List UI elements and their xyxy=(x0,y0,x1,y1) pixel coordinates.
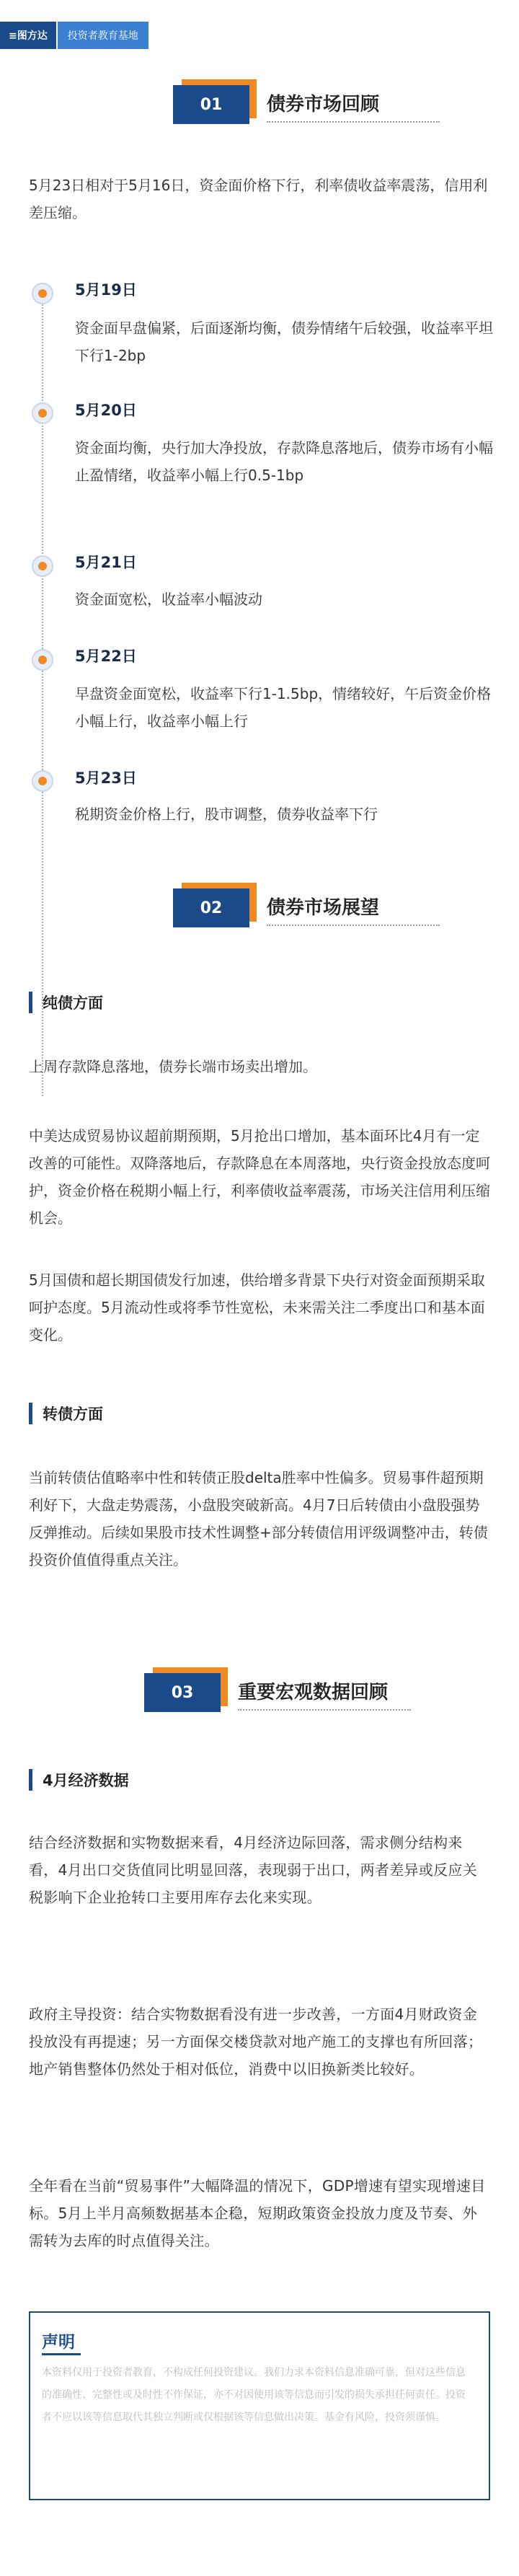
section-title: 债券市场展望 xyxy=(267,897,380,919)
timeline-dot xyxy=(32,402,53,424)
timeline-date: 5月20日 xyxy=(75,402,137,419)
timeline-date: 5月22日 xyxy=(75,648,137,665)
top-banner xyxy=(0,22,148,49)
timeline-text: 资金面早盘偏紧，后面逐渐均衡，债券情绪午后较强，收益率平坦下行1-2bp xyxy=(75,319,493,364)
brand-logo: ≡图方达 xyxy=(0,22,56,49)
section-number: 03 xyxy=(144,1673,221,1712)
section-header-02 xyxy=(173,888,490,939)
timeline-date: 5月21日 xyxy=(75,554,137,571)
timeline-date: 5月23日 xyxy=(75,769,137,787)
macro-paragraph: 结合经济数据和实物数据来看，4月经济边际回落，需求侧分结构来看，4月出口交货值同比明显回落，表现弱于出口，两者差异或反应关税影响下企业抢转口主要用库存去化来实现。 xyxy=(29,1834,478,1906)
timeline-text: 早盘资金面宽松，收益率下行1-1.5bp，情绪较好，午后资金价格小幅上行，收益率小幅上行 xyxy=(75,685,492,730)
disclaimer-text: 本资料仅用于投资者教育，不构成任何投资建议。我们力求本资料信息准确可靠，但对这些信息的准确性、完整性或及时性不作保证，亦不对因使用该等信息而引发的损失承担任何责任。投资者不应以该等信息取代其独立判断或仅根据该等信息做出决策。基金有风险，投资须谨慎。 xyxy=(42,2367,466,2423)
section-title: 重要宏观数据回顾 xyxy=(238,1682,389,1703)
review-intro: 5月23日相对于5月16日，资金面价格下行，利率债收益率震荡，信用利差压缩。 xyxy=(29,177,488,221)
brand-subtitle: 投资者教育基地 xyxy=(56,22,148,49)
section-header-03 xyxy=(144,1673,490,1724)
outlook-paragraph: 中美达成贸易协议超前期预期，5月抢出口增加，基本面环比4月有一定改善的可能性。双降落地后，存款降息在本周落地，央行资金投放态度呵护，资金价格在税期小幅上行，利率债收益率震荡，市场关注信用利压缩机会。 xyxy=(29,1127,490,1227)
section-number: 01 xyxy=(173,85,249,124)
section-number: 02 xyxy=(173,888,249,927)
section-title: 债券市场回顾 xyxy=(267,94,380,115)
timeline-dot xyxy=(32,283,53,304)
subhead-pure-bond: 纯债方面 xyxy=(29,991,103,1014)
outlook-paragraph: 当前转债估值略率中性和转债正股delta胜率中性偏多。贸易事件超预期利好下，大盘走势震荡，小盘股突破新高。4月7日后转债由小盘股强势反弹推动。后续如果股市技术性调整+部分转债信用评级调整冲击，转债投资价值值得重点关注。 xyxy=(29,1469,488,1569)
outlook-paragraph: 上周存款降息落地，债券长端市场卖出增加。 xyxy=(29,1058,317,1075)
outlook-paragraph: 5月国债和超长期国债发行加速，供给增多背景下央行对资金面预期采取呵护态度。5月流动性或将季节性宽松，未来需关注二季度出口和基本面变化。 xyxy=(29,1271,485,1344)
timeline-text: 税期资金价格上行，股市调整，债券收益率下行 xyxy=(75,806,378,823)
timeline-dot xyxy=(32,649,53,671)
macro-paragraph: 全年看在当前“贸易事件”大幅降温的情况下，GDP增速有望实现增速目标。5月上半月高频数据基本企稳，短期政策资金投放力度及节奏、外需转为去库的时点值得关注。 xyxy=(29,2177,486,2249)
timeline-text: 资金面宽松，收益率小幅波动 xyxy=(75,591,262,608)
timeline-dot xyxy=(32,770,53,792)
section-header-01 xyxy=(173,85,490,136)
subhead-april-data: 4月经济数据 xyxy=(29,1768,129,1791)
timeline-dot xyxy=(32,555,53,577)
timeline-text: 资金面均衡，央行加大净投放，存款降息落地后，债券市场有小幅止盈情绪，收益率小幅上行0.5-1bp xyxy=(75,439,493,484)
timeline-date: 5月19日 xyxy=(75,281,137,299)
disclaimer-title: 声明 xyxy=(42,2333,75,2352)
macro-paragraph: 政府主导投资：结合实物数据看没有进一步改善，一方面4月财政资金投放没有再提速；另一方面保交楼贷款对地产施工的支撑也有所回落；地产销售整体仍然处于相对低位，消费中以旧换新类比较好。 xyxy=(29,2006,483,2078)
subhead-convertible: 转债方面 xyxy=(29,1402,103,1425)
disclaimer-box xyxy=(29,2311,490,2500)
